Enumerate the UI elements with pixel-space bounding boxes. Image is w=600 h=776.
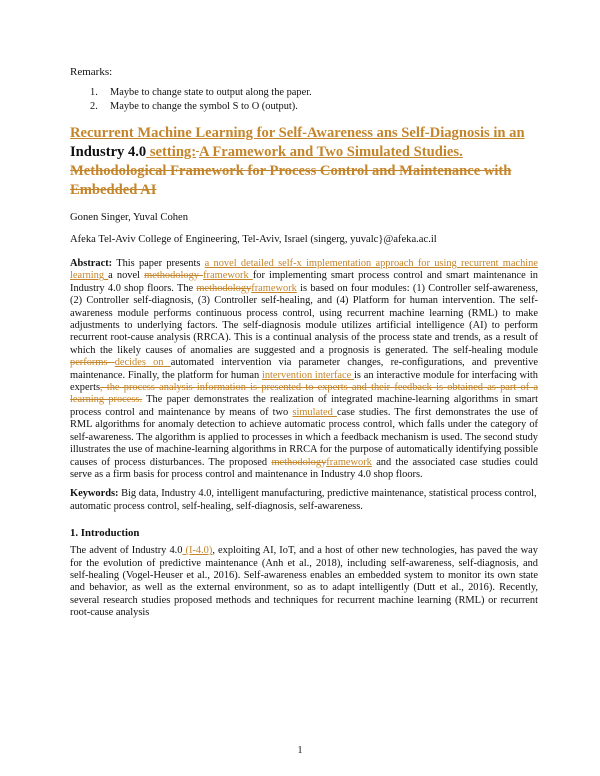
tracked-insertion: simulated [292, 406, 337, 418]
keywords: Keywords: Big data, Industry 4.0, intelligent manufacturing, predictive maintenance, statistical process control, automatic process control, self-healing, self-diagnosis, self-awareness. [70, 488, 537, 512]
tracked-insertion: framework [326, 456, 372, 468]
tracked-insertion: framework [203, 270, 253, 282]
title-insertion: A Framework and Two Simulated Studies. [198, 144, 463, 160]
paper-page [70, 66, 538, 620]
paper-title [70, 124, 538, 200]
tracked-insertion: framework [251, 282, 297, 294]
tracked-insertion: a novel detailed self-x implementation approach for using recurrent machine learning [70, 258, 538, 282]
tracked-deletion: methodology [144, 270, 204, 282]
tracked-deletion: , the process analysis information is presented to experts and their feedback is obtained as part of a learning process. [70, 382, 538, 406]
title-deletion: Methodological Framework for Process Control and Maintenance with Embedded AI [70, 163, 512, 198]
introduction-paragraph: The advent of Industry 4.0 (I-4.0), exploiting AI, IoT, and a host of other new technologies, has paved the way for the evolution of predictive maintenance (Anh et al., 2018), including self-awareness, self-diagnosis, and self-healing (Vogel-Heuser et al., 2016). Self-awareness enables an embedded system to monitor its own state and behavior, as well as the external environment, so as to adapt intelligently (Dutt et al., 2016). Recently, several research studies proposed methods and techniques for recurrent machine learning (RML) or recurrent root-cause analysis [70, 545, 538, 619]
remarks-title: Remarks: [70, 66, 113, 78]
abstract: Abstract: This paper presents a novel detailed self-x implementation approach for using recurrent machine learning a novel methodology framework for implementing smart process control and smart maintenance in Industry 4.0 shop floors. The methodologyframework is based on four modules: (1) Controller self-awareness, (2) Controller self-diagnosis, (3) Controller self-healing, and (4) Platform for human intervention. The self-awareness module performs continuous process control, using recurrent machine learning (RML) to make adjustments to underlying factors. The self-diagnosis module utilizes artificial intelligence (AI) to perform recurrent root-cause analysis (RRCA). This is a continual analysis of the process state and trends, as a result of which the likely causes of anomalies are suggested and a prognosis is generated. The self-healing module performs decides on automated intervention via parameter changes, re-configurations, and preventive maintenance. Finally, the platform for human intervention interface is an interactive module for interfacing with experts, the process analysis information is presented to experts and their feedback is obtained as part of a learning process. The paper demonstrates the realization of integrated machine-learning algorithms in smart process control and maintenance by means of two simulated case studies. The first demonstrates the use of RML algorithms for anomaly detection to achieve automatic process control, which falls under the category of self-awareness. The algorithm is applied to processes in which a feedback mechanism is used. The second study illustrates the use of machine-learning algorithms in RRCA for the purpose of automatically identifying possible causes of process disturbances. The proposed methodologyframework and the associated case studies could serve as a firm basis for process control and maintenance in Industry 4.0 shop floors. [70, 258, 539, 480]
tracked-deletion: methodology [196, 282, 252, 294]
tracked-deletion: performs [70, 357, 115, 369]
tracked-insertion: (I-4.0) [182, 545, 213, 557]
tracked-deletion: methodology [271, 456, 327, 468]
remark-item: 2. Maybe to change the symbol S to O (output). [90, 101, 298, 112]
page-number: 1 [297, 745, 303, 756]
title-insertion: Recurrent Machine Learning for Self-Awareness ans Self-Diagnosis in an [70, 125, 525, 141]
keywords-label: Keywords: [70, 488, 119, 500]
section-heading: 1. Introduction [70, 527, 140, 540]
authors: Gonen Singer, Yuval Cohen [70, 212, 189, 223]
title-insertion: setting: [146, 144, 197, 160]
title-text: Industry 4.0 [70, 144, 147, 160]
remark-item: 1. Maybe to change state to output along the paper. [90, 87, 312, 98]
abstract-label: Abstract: [70, 258, 113, 269]
tracked-insertion: decides on [114, 357, 171, 369]
affiliation: Afeka Tel-Aviv College of Engineering, Tel-Aviv, Israel (singerg, yuvalc}@afeka.ac.il [70, 234, 437, 245]
remarks-list [70, 87, 538, 112]
tracked-insertion: intervention interface [261, 369, 355, 381]
